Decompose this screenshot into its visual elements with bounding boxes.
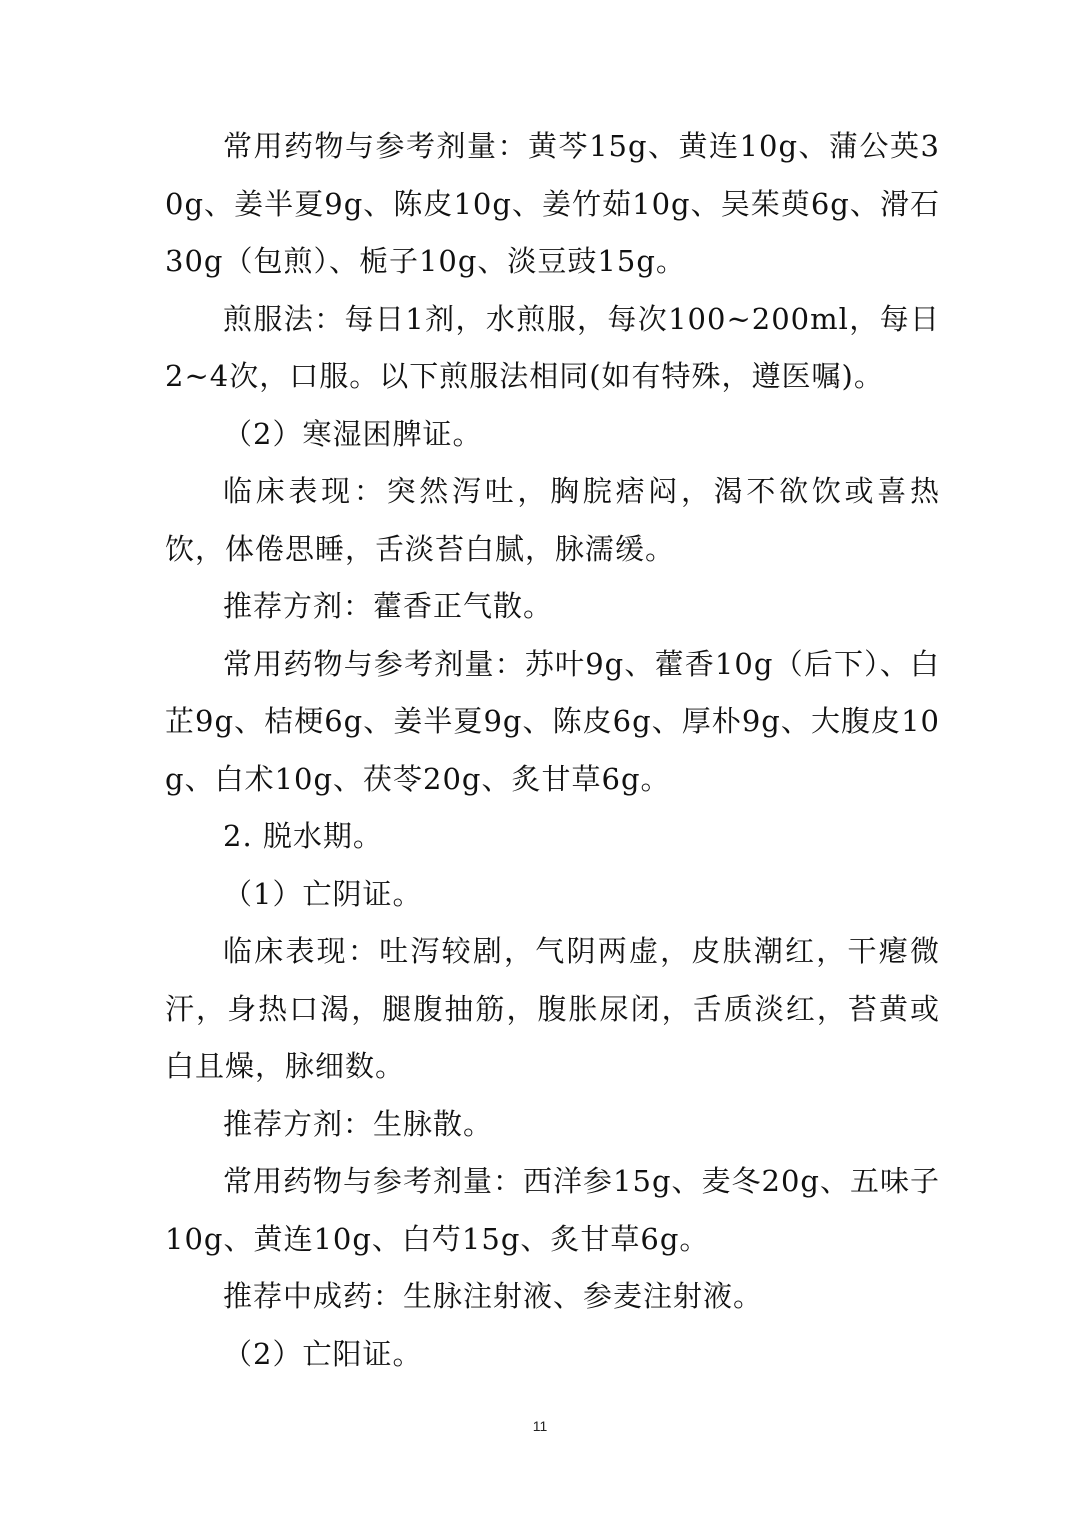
paragraph-common-drugs-2: 常用药物与参考剂量：苏叶9g、藿香10g（后下）、白芷9g、桔梗6g、姜半夏9g、陈皮6g、厚朴9g、大腹皮10g、白术10g、茯苓20g、炙甘草6g。 xyxy=(165,646,940,796)
heading-yang-collapse-syndrome: （2）亡阳证。 xyxy=(223,1336,423,1371)
paragraph-clinical-manifestation-1: 临床表现：突然泻吐，胸脘痞闷，渴不欲饮或喜热饮，体倦思睡，舌淡苔白腻，脉濡缓。 xyxy=(165,474,940,566)
page-number: 11 xyxy=(532,1418,548,1434)
paragraph-recommended-formula-1: 推荐方剂：藿香正气散。 xyxy=(223,589,554,623)
paragraph-clinical-manifestation-2: 临床表现：吐泻较剧，气阴两虚，皮肤潮红，干瘪微汗，身热口渴，腿腹抽筋，腹胀尿闭，舌质淡红，苔黄或白且燥，脉细数。 xyxy=(165,934,940,1083)
paragraph-common-drugs-3: 常用药物与参考剂量：西洋参15g、麦冬20g、五味子10g、黄连10g、白芍15g、炙甘草6g。 xyxy=(165,1164,940,1256)
body-text xyxy=(165,118,940,1383)
heading-cold-damp-syndrome: （2）寒湿困脾证。 xyxy=(223,416,483,451)
paragraph-common-drugs-1: 常用药物与参考剂量：黄芩15g、黄连10g、蒲公英30g、姜半夏9g、陈皮10g、姜竹茹10g、吴茱萸6g、滑石30g（包煎）、栀子10g、淡豆豉15g。 xyxy=(165,129,940,278)
paragraph-patent-medicine: 推荐中成药：生脉注射液、参麦注射液。 xyxy=(223,1279,764,1313)
paragraph-decoction-method: 煎服法：每日1剂，水煎服，每次100~200ml，每日2~4次，口服。以下煎服法相同(如有特殊，遵医嘱)。 xyxy=(165,301,940,393)
heading-dehydration-stage: 2. 脱水期。 xyxy=(223,819,383,853)
paragraph-recommended-formula-2: 推荐方剂：生脉散。 xyxy=(223,1106,494,1141)
heading-yin-collapse-syndrome: （1）亡阴证。 xyxy=(223,876,423,911)
